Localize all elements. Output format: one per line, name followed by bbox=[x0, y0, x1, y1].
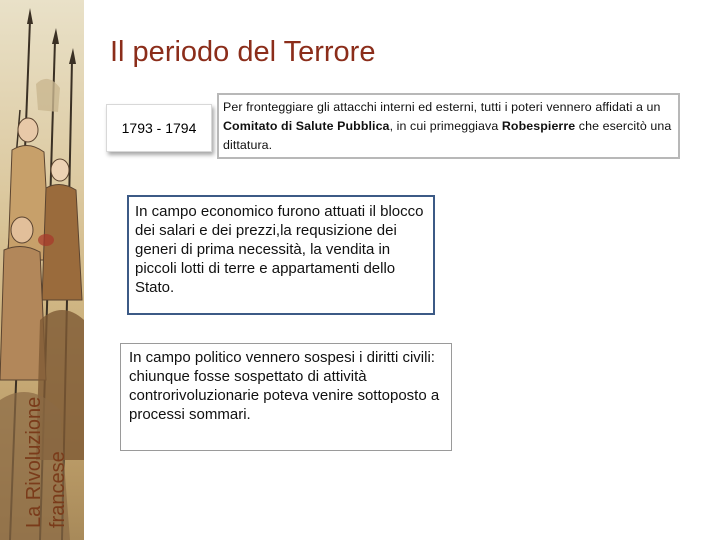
intro-text-2: , in cui primeggiava bbox=[389, 119, 502, 133]
slide-title: Il periodo del Terrore bbox=[110, 36, 376, 68]
date-range-box: 1793 - 1794 bbox=[106, 104, 212, 152]
comitato-emphasis: Comitato di Salute Pubblica bbox=[223, 119, 390, 133]
robespierre-emphasis: Robespierre bbox=[501, 119, 576, 133]
side-label-line1: La Rivoluzione bbox=[23, 396, 45, 528]
political-measures-textbox: In campo politico vennero sospesi i diritti civili: chiunque fosse sospettato di attività controrivoluzionarie poteva venire sottoposto a processi sommari. bbox=[120, 343, 452, 451]
side-label bbox=[2, 202, 82, 532]
revolution-illustration bbox=[0, 0, 84, 540]
intro-textbox bbox=[217, 93, 680, 159]
economic-measures-textbox: In campo economico furono attuati il blocco dei salari e dei prezzi,la requsizione dei generi di prima necessità, la vendita in piccoli lotti di terre e appartamenti dello Stato. bbox=[127, 195, 435, 315]
intro-text-3: che esercitò una dittatura. bbox=[223, 119, 672, 152]
intro-text-1: Per fronteggiare gli attacchi interni ed esterni, tutti i poteri vennero affidati a un bbox=[223, 100, 661, 114]
side-label-line2: francese bbox=[47, 451, 69, 528]
